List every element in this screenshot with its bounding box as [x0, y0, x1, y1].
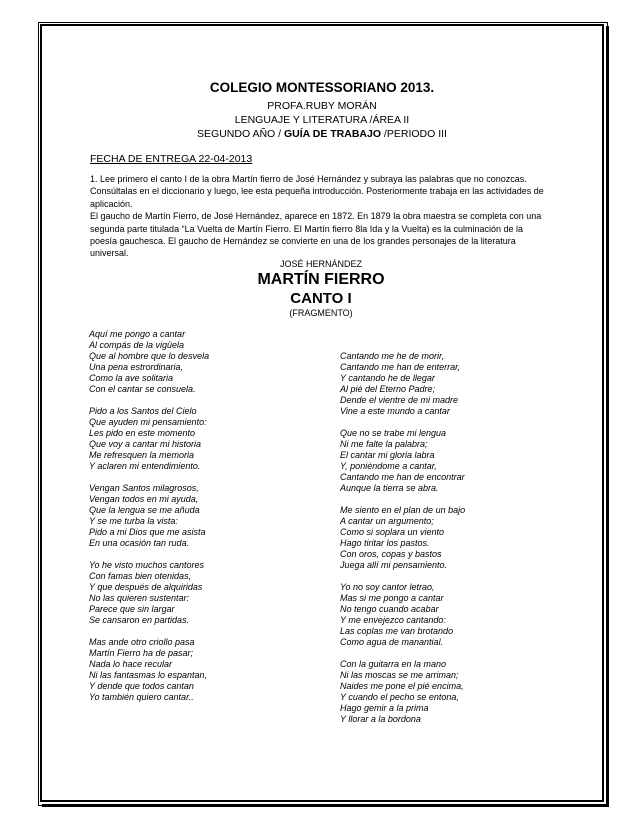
- poem-stanza: [89, 560, 209, 626]
- poem-stanza: [340, 505, 465, 571]
- poem-line: Que no se trabe mi lengua: [340, 428, 447, 438]
- page-border-shadow-bottom: [42, 804, 609, 807]
- teacher-name: PROFA.RUBY MORÁN: [267, 100, 377, 112]
- poem-line: Vengan Santos milagrosos,: [89, 483, 199, 493]
- poem-line: Cantando me han de enterrar,: [340, 362, 461, 372]
- poem-line: Vengan todos en mi ayuda,: [89, 494, 199, 504]
- poem-line: Que voy a cantar mi historia: [89, 439, 202, 449]
- poem-stanza: [89, 406, 209, 472]
- grade-label: SEGUNDO AÑO /: [197, 128, 284, 140]
- poem-right-column: [340, 351, 465, 736]
- poem-line: Que al hombre que lo desvela: [89, 351, 210, 361]
- poem-line: Con la guitarra en la mano: [340, 659, 447, 669]
- poem-left-column: [89, 329, 209, 714]
- school-title: COLEGIO MONTESSORIANO 2013.: [209, 80, 435, 95]
- poem-fragment-label: (FRAGMENTO): [289, 308, 353, 318]
- poem-canto: CANTO I: [290, 290, 352, 307]
- poem-line: Cantando me he de morir,: [340, 351, 445, 361]
- poem-line: Que la lengua se me añuda: [89, 505, 200, 515]
- poem-stanza: [340, 351, 465, 417]
- poem-stanza: [89, 483, 209, 549]
- poem-line: Yo he visto muchos cantores: [89, 560, 205, 570]
- poem-line: Como la ave solitaria: [89, 373, 174, 383]
- poem-line: Dende el vientre de mi madre: [340, 395, 459, 405]
- poem-line: Con famas bien otenidas,: [89, 571, 192, 581]
- poem-line: Que ayuden mi pensamiento:: [89, 417, 207, 427]
- poem-line: Al compás de la vigüela: [89, 340, 185, 350]
- poem-line: Aunque la tierra se abra.: [340, 483, 439, 493]
- poem-author: JOSÉ HERNÁNDEZ: [279, 259, 362, 269]
- page-border-shadow: [606, 26, 609, 807]
- poem-line: En una ocasión tan ruda.: [89, 538, 190, 548]
- poem-line: Con oros, copas y bastos: [340, 549, 442, 559]
- poem-line: Mas ande otro criollo pasa: [89, 637, 195, 647]
- poem-line: Martín Fierro ha de pasar;: [89, 648, 194, 658]
- poem-line: Al pié del Eterno Padre;: [340, 384, 436, 394]
- poem-line: Les pido en este momento: [89, 428, 196, 438]
- poem-line: Y me envejezco cantando:: [340, 615, 446, 625]
- poem-line: Como agua de manantial.: [340, 637, 444, 647]
- poem-line: Aquí me pongo a cantar: [89, 329, 186, 339]
- poem-line: Cantando me han de encontrar: [340, 472, 465, 482]
- poem-title: MARTÍN FIERRO: [257, 271, 385, 288]
- poem-line: Yo no soy cantor letrao,: [340, 582, 435, 592]
- poem-line: Ni me falte la palabra;: [340, 439, 428, 449]
- poem-line: Hago tiritar los pastos.: [340, 538, 430, 548]
- poem-line: Me refresquen la memoria: [89, 450, 195, 460]
- poem-line: Yo también quiero cantar..: [89, 692, 194, 702]
- poem-line: Pido a mi Dios que me asista: [89, 527, 206, 537]
- poem-line: Me siento en el plan de un bajo: [340, 505, 466, 515]
- poem-stanza: [340, 582, 465, 648]
- poem-line: Y cantando he de llegar: [340, 373, 435, 383]
- poem-line: Y cuando el pecho se entona,: [340, 692, 459, 702]
- poem-line: Ni las fantasmas lo espantan,: [89, 670, 208, 680]
- poem-line: Las coplas me van brotando: [340, 626, 454, 636]
- poem-line: Hago gemir a la prima: [340, 703, 429, 713]
- poem-line: Con el cantar se consuela.: [89, 384, 196, 394]
- poem-line: Como si soplara un viento: [340, 527, 445, 537]
- poem-line: Y, poniéndome a cantar,: [340, 461, 437, 471]
- poem-line: Juega allí mi pensamiento.: [340, 560, 448, 570]
- poem-line: Y llorar a la bordona: [340, 714, 421, 724]
- grade-line: [40, 128, 604, 140]
- instructions: [90, 173, 552, 260]
- poem-line: Se cansaron en partidas.: [89, 615, 190, 625]
- due-date: FECHA DE ENTREGA 22-04-2013: [90, 153, 253, 165]
- intro-paragraph: El gaucho de Martín Fierro, de José Hernández, aparece en 1872. En 1879 la obra maestra se completa con una segunda parte titulada “La Vuelta de Martín Fierro. El Martín fierro 8la Ida y la Vuelta) es la culminación de la poesía gauchesca. El gaucho de Hernández se convierte en una de los grandes personajes de la literatura universal.: [90, 211, 542, 259]
- poem-line: Y se me turba la vista:: [89, 516, 178, 526]
- poem-line: A cantar un argumento;: [340, 516, 434, 526]
- poem-line: Mas si me pongo a cantar: [340, 593, 444, 603]
- poem-line: El cantar mi gloria labra: [340, 450, 435, 460]
- poem-line: Naides me pone el pié encima,: [340, 681, 464, 691]
- poem-line: No tengo cuando acabar: [340, 604, 439, 614]
- poem-stanza: [89, 329, 209, 395]
- poem-line: Y aclaren mi entendimiento.: [89, 461, 201, 471]
- poem-line: Nada lo hace recular: [89, 659, 173, 669]
- poem-line: Parece que sin largar: [89, 604, 175, 614]
- subject-line: LENGUAJE Y LITERATURA /ÁREA II: [234, 114, 410, 126]
- poem-line: No las quieren sustentar:: [89, 593, 190, 603]
- poem-line: Ni las moscas se me arriman;: [340, 670, 459, 680]
- guide-label: GUÍA DE TRABAJO: [283, 128, 382, 140]
- poem-stanza: [89, 637, 209, 703]
- poem-line: Una pena estrordinaria,: [89, 362, 184, 372]
- poem-line: Y dende que todos cantan: [89, 681, 194, 691]
- poem-stanza: [340, 659, 465, 725]
- period-label: /PERIODO III: [381, 128, 447, 140]
- poem-line: Y que después de alquiridas: [89, 582, 203, 592]
- poem-stanza: [340, 428, 465, 494]
- poem-line: Pido a los Santos del Cielo: [89, 406, 197, 416]
- instruction-paragraph: 1. Lee primero el canto I de la obra Martín fierro de José Hernández y subraya las palabras que no conozcas. Consúltalas en el diccionario y luego, lee esta pequeña introducción. Posteriormente trabaja en las actividades de aplicación.: [90, 174, 544, 209]
- poem-line: Vine a este mundo a cantar: [340, 406, 450, 416]
